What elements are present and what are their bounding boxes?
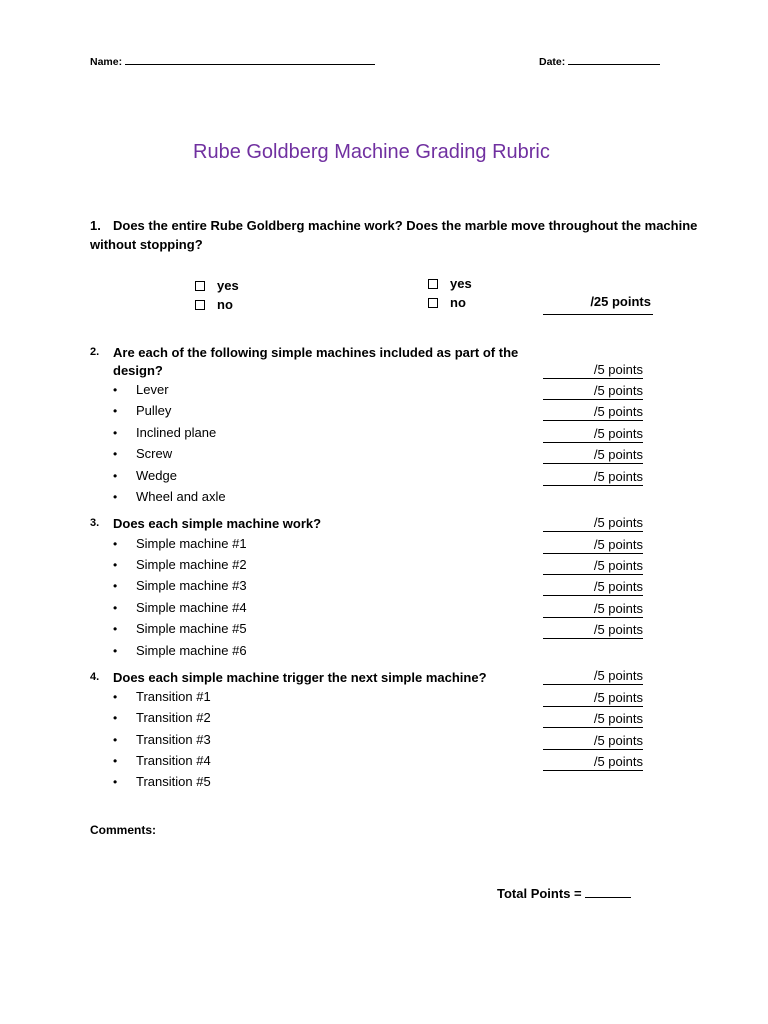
name-label: Name: — [90, 56, 123, 68]
q2-text-line1: Are each of the following simple machines included as part of the — [113, 345, 519, 360]
list-item: • Simple machine #3 — [113, 578, 247, 593]
points-blank[interactable]: /5 points — [543, 558, 643, 575]
points-blank[interactable]: /5 points — [543, 426, 643, 443]
name-blank[interactable] — [125, 64, 375, 65]
q1-col1-yes[interactable]: yes — [195, 278, 275, 296]
list-item: • Simple machine #1 — [113, 536, 247, 551]
list-item: • Transition #4 — [113, 753, 211, 768]
q1-points[interactable]: /25 points — [543, 294, 653, 315]
points-blank[interactable]: /5 points — [543, 537, 643, 554]
points-blank[interactable]: /5 points — [543, 362, 643, 379]
q3-number: 3. — [90, 517, 100, 529]
q1-col2-no[interactable]: no — [428, 295, 508, 313]
list-item: • Wheel and axle — [113, 489, 226, 504]
q4-number: 4. — [90, 671, 100, 683]
points-blank[interactable]: /5 points — [543, 383, 643, 400]
list-item: • Lever — [113, 382, 169, 397]
points-blank[interactable]: /5 points — [543, 754, 643, 771]
points-blank[interactable]: /5 points — [543, 622, 643, 639]
q2-text-line2: design? — [113, 363, 163, 378]
points-blank[interactable]: /5 points — [543, 668, 643, 685]
list-item: • Simple machine #6 — [113, 643, 247, 658]
points-blank[interactable]: /5 points — [543, 404, 643, 421]
points-blank[interactable]: /5 points — [543, 711, 643, 728]
q1-col2-yes[interactable]: yes — [428, 276, 508, 294]
list-item: • Pulley — [113, 403, 172, 418]
q1-options-col2 — [428, 276, 508, 316]
points-blank[interactable]: /5 points — [543, 601, 643, 618]
list-item: • Screw — [113, 446, 173, 461]
date-field — [539, 56, 660, 68]
q1-text-line2: without stopping? — [90, 237, 203, 252]
q4-text: Does each simple machine trigger the next simple machine? — [113, 670, 487, 685]
q1-number: 1. — [90, 218, 101, 233]
q3-text: Does each simple machine work? — [113, 516, 322, 531]
list-item: • Transition #1 — [113, 689, 211, 704]
total-points-label: Total Points = — [497, 886, 582, 901]
total-points-blank[interactable] — [585, 897, 631, 898]
list-item: • Transition #5 — [113, 774, 211, 789]
points-blank[interactable]: /5 points — [543, 579, 643, 596]
list-item: • Simple machine #5 — [113, 621, 247, 636]
list-item: • Inclined plane — [113, 425, 217, 440]
total-points-field — [497, 886, 631, 901]
points-blank[interactable]: /5 points — [543, 447, 643, 464]
points-blank[interactable]: /5 points — [543, 469, 643, 486]
points-blank[interactable]: /5 points — [543, 690, 643, 707]
list-item: • Transition #3 — [113, 732, 211, 747]
list-item: • Simple machine #2 — [113, 557, 247, 572]
q2-number: 2. — [90, 346, 100, 358]
name-field — [90, 56, 375, 68]
q1-text-line1: Does the entire Rube Goldberg machine work? Does the marble move throughout the machine — [113, 218, 698, 233]
list-item: • Transition #2 — [113, 710, 211, 725]
list-item: • Simple machine #4 — [113, 600, 247, 615]
list-item: • Wedge — [113, 468, 177, 483]
date-blank[interactable] — [568, 64, 660, 65]
q1-options-col1 — [195, 278, 275, 318]
q1-col1-no[interactable]: no — [195, 297, 275, 315]
date-label: Date: — [539, 56, 566, 68]
points-blank[interactable]: /5 points — [543, 515, 643, 532]
page-title: Rube Goldberg Machine Grading Rubric — [193, 141, 550, 163]
points-blank[interactable]: /5 points — [543, 733, 643, 750]
comments-label: Comments: — [90, 823, 157, 837]
